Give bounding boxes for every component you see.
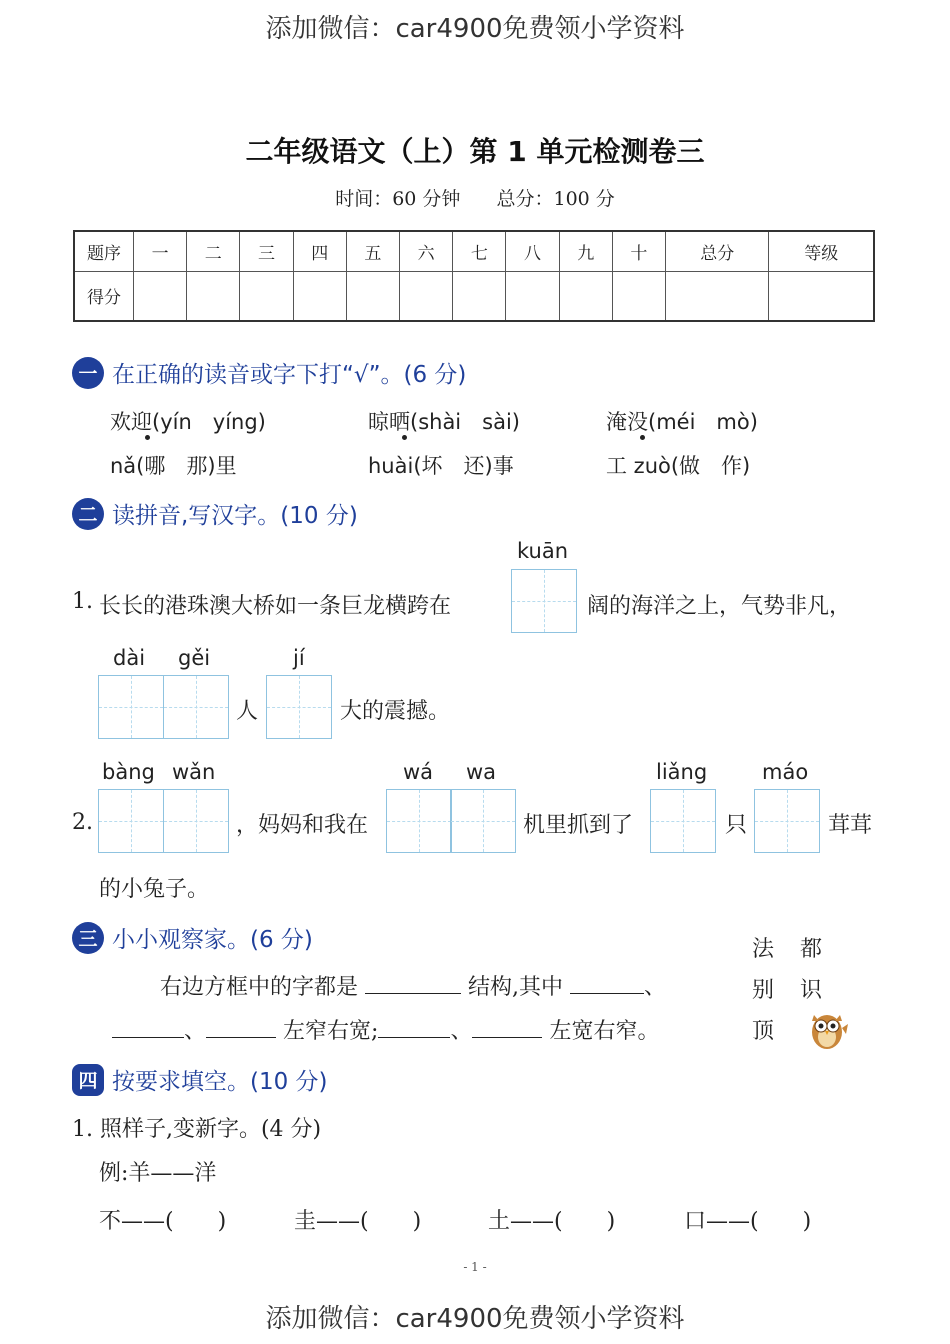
writing-box[interactable] [98, 675, 164, 739]
s4-example: 例:羊——洋 [99, 1161, 217, 1186]
writing-box[interactable] [511, 569, 577, 633]
score-cell[interactable] [134, 271, 187, 321]
s4-item[interactable]: 圭——( ) [294, 1209, 422, 1234]
page-number: - 1 - [463, 1260, 487, 1274]
col-header: 一 [134, 231, 187, 271]
box-char: 顶 [752, 1019, 775, 1044]
question-number: 2. [72, 810, 93, 835]
pinyin: kuān [517, 539, 569, 563]
writing-box[interactable] [450, 789, 516, 853]
col-header: 七 [453, 231, 506, 271]
answer-blank[interactable] [112, 1017, 184, 1038]
pinyin: wǎn [172, 760, 216, 784]
s1-item[interactable]: 淹没(méi mò) [606, 410, 758, 434]
pinyin: liǎng [656, 760, 708, 784]
question-text: ，妈妈和我在 [236, 813, 369, 838]
score-cell[interactable] [293, 271, 346, 321]
s1-item[interactable]: 欢迎(yín yíng) [110, 410, 266, 434]
exam-info [0, 184, 950, 211]
s3-text: 、 [450, 1019, 473, 1044]
writing-box[interactable] [386, 789, 452, 853]
pinyin: wá [403, 760, 434, 784]
question-text: 大的震撼。 [340, 699, 451, 724]
s3-text: 、 [184, 1019, 207, 1044]
col-header: 二 [187, 231, 240, 271]
col-header: 三 [240, 231, 293, 271]
answer-blank[interactable] [570, 973, 644, 994]
score-cell[interactable] [769, 271, 874, 321]
s1-item[interactable]: 晾晒(shài sài) [368, 410, 520, 434]
score-cell[interactable] [559, 271, 612, 321]
pinyin: máo [762, 760, 809, 784]
section-title: 在正确的读音或字下打“√”。(6 分) [112, 362, 467, 388]
writing-box[interactable] [98, 789, 164, 853]
s4-question-title: 1. 照样子,变新字。(4 分) [72, 1117, 322, 1142]
section-1-heading [72, 356, 466, 389]
box-char: 别 [752, 978, 775, 1003]
score-cell[interactable] [240, 271, 293, 321]
answer-blank[interactable] [378, 1017, 450, 1038]
s4-item[interactable]: 口——( ) [684, 1209, 812, 1234]
s1-item[interactable]: 工 zuò(做 作) [606, 454, 751, 478]
owl-icon [804, 1006, 850, 1052]
score-cell[interactable] [612, 271, 665, 321]
s3-text: 、 [644, 975, 667, 1000]
question-text: 阔的海洋之上，气势非凡， [587, 594, 852, 619]
writing-box[interactable] [650, 789, 716, 853]
s3-line-1 [160, 970, 666, 1001]
section-title: 按要求填空。(10 分) [112, 1069, 328, 1095]
pinyin: dài [113, 646, 146, 670]
writing-box[interactable] [163, 789, 229, 853]
emphasis-dot [640, 435, 645, 440]
page-title: 二年级语文（上）第 1 单元检测卷三 [245, 135, 705, 168]
s3-text: 右边方框中的字都是 [160, 975, 359, 1000]
score-cell[interactable] [400, 271, 453, 321]
top-banner: 添加微信：car4900免费领小学资料 [265, 14, 685, 44]
writing-box[interactable] [754, 789, 820, 853]
row-label-score: 得分 [74, 271, 134, 321]
col-header: 十 [612, 231, 665, 271]
score-cell[interactable] [666, 271, 769, 321]
section-badge: 三 [72, 922, 104, 954]
pinyin: bàng [102, 760, 155, 784]
s3-text: 左宽右窄。 [549, 1019, 660, 1044]
col-header: 八 [506, 231, 559, 271]
box-char: 识 [800, 978, 823, 1003]
emphasis-dot [402, 435, 407, 440]
question-text: 长长的港珠澳大桥如一条巨龙横跨在 [99, 594, 452, 619]
pinyin: wa [466, 760, 497, 784]
pinyin: gěi [178, 646, 211, 670]
question-text: 茸茸 [828, 813, 873, 838]
s3-text: 左窄右宽; [283, 1019, 379, 1044]
question-number: 1. [72, 589, 93, 614]
bottom-banner: 添加微信：car4900免费领小学资料 [265, 1304, 685, 1334]
section-badge: 四 [72, 1064, 104, 1096]
row-label-order: 题序 [74, 231, 134, 271]
section-badge: 一 [72, 357, 104, 389]
s3-text: 结构,其中 [468, 975, 564, 1000]
answer-blank[interactable] [206, 1017, 276, 1038]
pinyin: jí [293, 646, 305, 670]
question-text: 机里抓到了 [523, 813, 634, 838]
score-cell[interactable] [187, 271, 240, 321]
s3-line-2 [112, 1014, 659, 1045]
box-char: 都 [800, 937, 823, 962]
score-cell[interactable] [506, 271, 559, 321]
writing-box[interactable] [163, 675, 229, 739]
col-header: 四 [293, 231, 346, 271]
question-text: 只 [725, 813, 748, 838]
score-cell[interactable] [453, 271, 506, 321]
section-title: 小小观察家。(6 分) [112, 927, 313, 953]
col-header: 六 [400, 231, 453, 271]
answer-blank[interactable] [365, 973, 461, 994]
score-cell[interactable] [346, 271, 399, 321]
section-badge: 二 [72, 498, 104, 530]
section-2-heading [72, 497, 358, 530]
answer-blank[interactable] [472, 1017, 542, 1038]
question-text: 人 [236, 699, 259, 724]
emphasis-dot [145, 435, 150, 440]
question-text: 的小兔子。 [99, 877, 210, 902]
total-score-label: 总分：100 分 [496, 188, 615, 210]
s1-item[interactable]: nǎ(哪 那)里 [110, 454, 237, 478]
col-header: 等级 [769, 231, 874, 271]
col-header: 九 [559, 231, 612, 271]
section-title: 读拼音,写汉字。(10 分) [112, 503, 358, 529]
s1-item[interactable]: huài(坏 还)事 [368, 454, 514, 478]
writing-box[interactable] [266, 675, 332, 739]
s4-item[interactable]: 土——( ) [488, 1209, 616, 1234]
box-char: 法 [752, 937, 775, 962]
s4-item[interactable]: 不——( ) [99, 1209, 227, 1234]
col-header: 五 [346, 231, 399, 271]
section-4-heading [72, 1063, 328, 1096]
col-header: 总分 [666, 231, 769, 271]
section-3-heading [72, 921, 313, 954]
score-table [73, 230, 875, 322]
time-label: 时间：60 分钟 [335, 188, 461, 210]
